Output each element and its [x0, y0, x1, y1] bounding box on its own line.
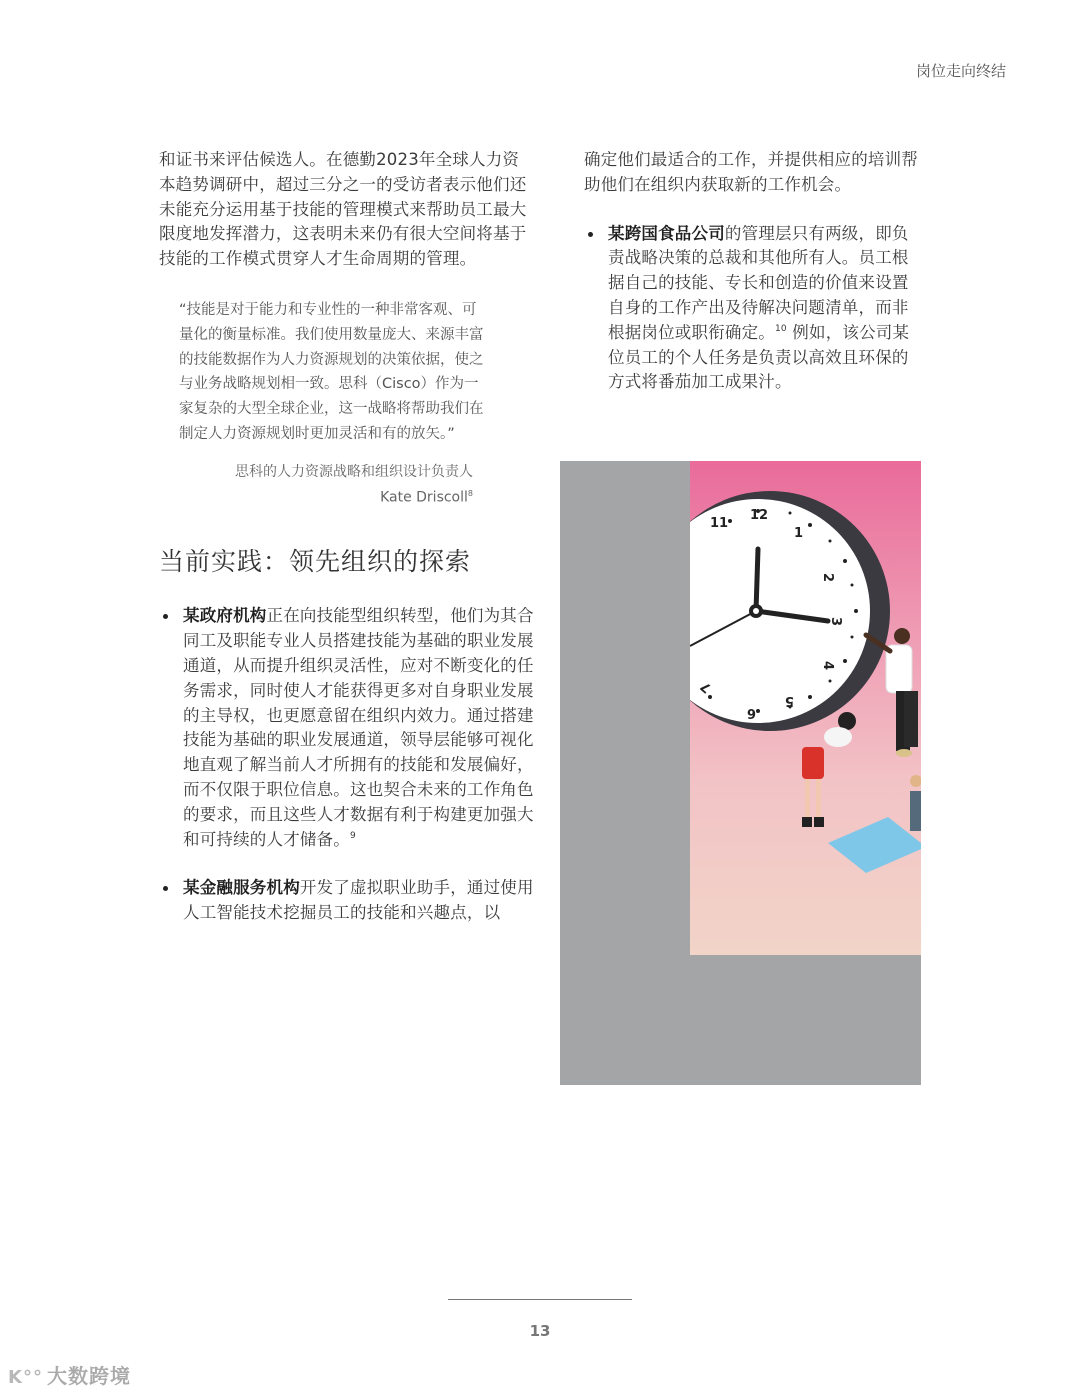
continuation-paragraph: 确定他们最适合的工作，并提供相应的培训帮助他们在组织内获取新的工作机会。	[584, 150, 918, 194]
right-column	[584, 148, 924, 395]
clock-number: 11	[710, 516, 729, 531]
clock-number: 4	[820, 661, 835, 671]
bullet-text: 正在向技能型组织转型，他们为其合同工及职能专业人员搭建技能为基础的职业发展通道，从而提升组织灵活性，应对不断变化的任务需求，同时使人才能获得更多对自身职业发展的主导权，也更愿意留在组织内效力。通过搭建技能为基础的职业发展通道，领导层能够可视化地直观了解当前人才所拥有的技能和发展偏好，而不仅限于职位信息。这也契合未来的工作角色的要求，而且这些人才数据有利于构建更加强大和可持续的人才储备。	[183, 606, 534, 849]
bullet-icon	[588, 232, 593, 237]
woman-figure	[802, 712, 856, 827]
attribution-ref: 8	[467, 488, 473, 498]
attribution-name-line	[159, 483, 473, 509]
attribution-name: Kate Driscoll	[380, 489, 468, 506]
bullet-org: 某政府机构	[183, 606, 267, 626]
bullet-text-cont: 例如，该公司某位员工的个人任务是负责以高效且环保的方式将番茄加工成果汁。	[608, 322, 910, 392]
quote-attribution	[159, 461, 473, 509]
list-item	[159, 604, 534, 852]
bullet-text: 的管理层只有两级，即负责战略决策的总裁和其他所有人。员工根据自己的技能、专长和创造的价值来设置自身的工作产出及待解决问题清单，而非根据岗位或职衔确定。	[608, 223, 909, 342]
pull-quote: “技能是对于能力和专业性的一种非常客观、可量化的衡量标准。我们使用数量庞大、来源丰富的技能数据作为人力资源规划的决策依据，使之与业务战略规划相一致。思科（Cisco）作为一家复杂的大型全球企业，这一战略将帮助我们在制定人力资源规划时更加灵活和有的放矢。”	[179, 301, 484, 442]
watermark-text: 大数跨境	[46, 1364, 131, 1388]
section-title: 岗位走向终结	[915, 62, 1006, 80]
bullet-ref: 9	[350, 830, 356, 841]
watermark-logo-icon: K°°	[8, 1367, 43, 1388]
clock-number: 7	[697, 678, 715, 696]
bullet-icon	[163, 886, 168, 891]
bullet-icon	[163, 614, 168, 619]
bullet-text: 开发了虚拟职业助手，通过使用人工智能技术挖掘员工的技能和兴趣点，以	[183, 878, 534, 923]
page-number: 13	[529, 1322, 551, 1340]
section-heading: 当前实践：领先组织的探索	[159, 547, 472, 577]
clock-illustration	[690, 461, 921, 955]
clock-number: 5	[784, 693, 794, 708]
watermark	[8, 1360, 131, 1389]
illustration-image	[690, 461, 921, 955]
list-item	[584, 222, 924, 396]
clock-number: 6	[746, 705, 756, 720]
clock-number: 1	[794, 526, 804, 541]
left-column	[159, 148, 534, 926]
clock-number: 2	[820, 573, 835, 583]
bullet-org: 某跨国食品公司	[608, 223, 725, 243]
illustration-panel	[560, 461, 921, 1085]
bullet-org: 某金融服务机构	[183, 878, 300, 898]
clock-number: 3	[828, 617, 843, 627]
footer-divider	[448, 1299, 632, 1300]
clock-number: 12	[750, 508, 769, 523]
list-item	[159, 876, 534, 926]
attribution-role: 思科的人力资源战略和组织设计负责人	[235, 463, 473, 480]
intro-paragraph: 和证书来评估候选人。在德勤2023年全球人力资本趋势调研中，超过三分之一的受访者表示他们还未能充分运用基于技能的管理模式来帮助员工最大限度地发挥潜力，这表明未来仍有很大空间将基于技能的工作模式贯穿人才生命周期的管理。	[159, 150, 527, 269]
bullet-ref: 10	[775, 323, 787, 334]
